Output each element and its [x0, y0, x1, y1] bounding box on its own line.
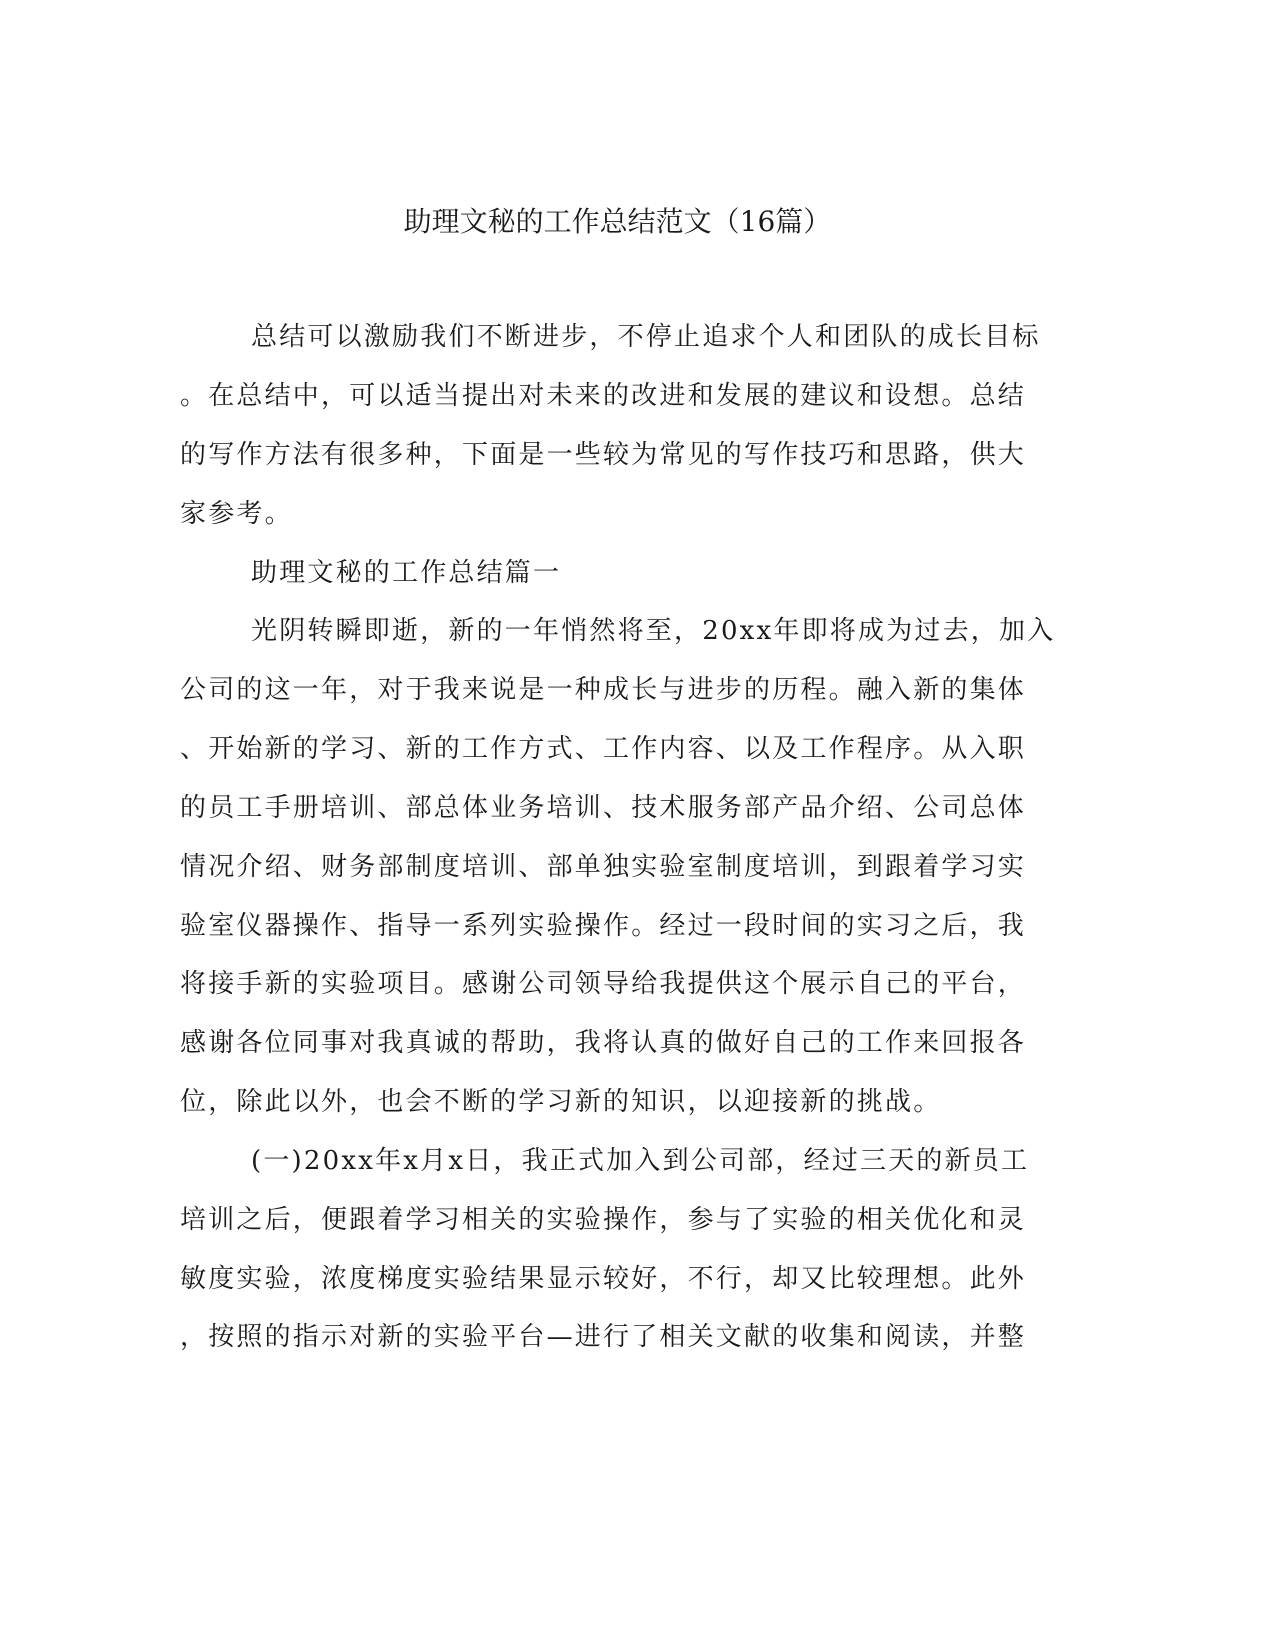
document-title: 助理文秘的工作总结范文（16篇）	[403, 205, 832, 238]
paragraph-line: 情况介绍、财务部制度培训、部单独实验室制度培训，到跟着学习实	[180, 852, 1027, 882]
paragraph-line: 培训之后，便跟着学习相关的实验操作，参与了实验的相关优化和灵	[180, 1205, 1027, 1235]
paragraph-line: 总结可以激励我们不断进步，不停止追求个人和团队的成长目标	[251, 322, 1041, 352]
paragraph-line: 的写作方法有很多种，下面是一些较为常见的写作技巧和思路，供大	[180, 440, 1027, 470]
paragraph-line: 感谢各位同事对我真诚的帮助，我将认真的做好自己的工作来回报各	[180, 1028, 1027, 1058]
paragraph-line: 光阴转瞬即逝，新的一年悄然将至，20xx年即将成为过去，加入	[251, 616, 1056, 646]
paragraph-line: 。在总结中，可以适当提出对未来的改进和发展的建议和设想。总结	[180, 381, 1027, 411]
paragraph-line: ，按照的指示对新的实验平台—进行了相关文献的收集和阅读，并整	[180, 1322, 1027, 1352]
paragraph-line: (一)20xx年x月x日，我正式加入到公司部，经过三天的新员工	[251, 1146, 1030, 1176]
paragraph-line: 、开始新的学习、新的工作方式、工作内容、以及工作程序。从入职	[180, 734, 1027, 764]
paragraph-line: 将接手新的实验项目。感谢公司领导给我提供这个展示自己的平台，	[180, 969, 1027, 999]
paragraph-line: 验室仪器操作、指导一系列实验操作。经过一段时间的实习之后，我	[180, 911, 1027, 941]
section-heading: 助理文秘的工作总结篇一	[251, 558, 562, 588]
paragraph-line: 公司的这一年，对于我来说是一种成长与进步的历程。融入新的集体	[180, 675, 1027, 705]
paragraph-line: 的员工手册培训、部总体业务培训、技术服务部产品介绍、公司总体	[180, 793, 1027, 823]
paragraph-line: 家参考。	[180, 499, 293, 529]
paragraph-line: 敏度实验，浓度梯度实验结果显示较好，不行，却又比较理想。此外	[180, 1264, 1027, 1294]
paragraph-line: 位，除此以外，也会不断的学习新的知识，以迎接新的挑战。	[180, 1087, 942, 1117]
